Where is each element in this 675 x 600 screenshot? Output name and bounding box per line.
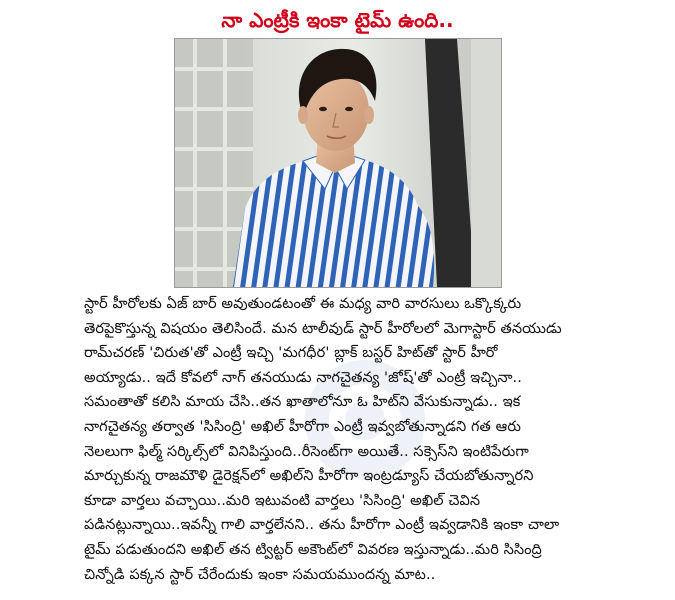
article-line: సమంతాతో కలిసి మాయ చేసి..తన ఖాతాలోనూ ఓ హిట్‌ని వేసుకున్నాడు.. ఇక (84, 394, 521, 411)
article-headline: నా ఎంట్రీకి ఇంకా టైమ్ ఉంది.. (221, 8, 454, 32)
article-line: టైమ్ పడుతుందని అఖిల్ తన ట్విట్టర్ అకౌంట్‌లో వివరణ ఇస్తున్నాడు..మరి సిసింద్రి (84, 541, 542, 558)
article-line: చిన్నోడి పక్కన స్టార్ చేరేందుకు ఇంకా సమయముందన్న మాట.. (84, 566, 436, 583)
article-body (84, 292, 664, 587)
photo-illustration (175, 39, 501, 287)
article-line: మార్చుకున్న రాజమౌళి డైరెక్షన్‌లో అఖిల్‌ని హీరోగా ఇంట్రడ్యూస్ చేయబోతున్నారని (84, 468, 534, 485)
article-photo (174, 38, 502, 288)
article-line: నాగచైతన్య తర్వాత 'సిసింద్రి' అఖిల్ హీరోగా ఎంట్రీ ఇవ్వబోతున్నాడని గత ఆరు (84, 418, 522, 435)
article-line: స్టార్ హీరోలకు ఏజ్ బార్ అవుతుండటంతో ఈ మధ్య వారి వారసులు ఒక్కొక్కరు (84, 296, 522, 312)
article-line: అయ్యాడు.. ఇదే కోవలో నాగ్ తనయుడు నాగచైతన్య 'జోష్'తో ఎంట్రీ ఇచ్చినా.. (84, 369, 522, 386)
article-line: తెరపైకొస్తున్న విషయం తెలిసిందే. మన టాలీవుడ్ స్టార్ హీరోలలో మెగాస్టార్ తనయుడు (84, 320, 562, 337)
article-line: కూడా వార్తలు వచ్చాయి..మరి ఇటువంటి వార్తలు 'సిసింద్రి' అఖిల్ చెవిన (84, 492, 481, 509)
article-line: నెలలుగా ఫిల్మ్ సర్కిల్స్‌లో వినిపిస్తుంది..రీసెంట్‌గా అయితే.. సక్సెస్‌ని ఇంటిపేరుగా (84, 443, 529, 460)
article-line: పడినట్లున్నాయి..ఇవన్నీ గాలి వార్తలేనని.. తను హీరోగా ఎంట్రీ ఇవ్వడానికి ఇంకా చాలా (84, 517, 560, 534)
article-line: రామ్‌చరణ్ 'చిరుత'తో ఎంట్రీ ఇచ్చి 'మగధీర' బ్లాక్ బస్టర్ హిట్‌తో స్టార్ హీరో (84, 345, 498, 362)
